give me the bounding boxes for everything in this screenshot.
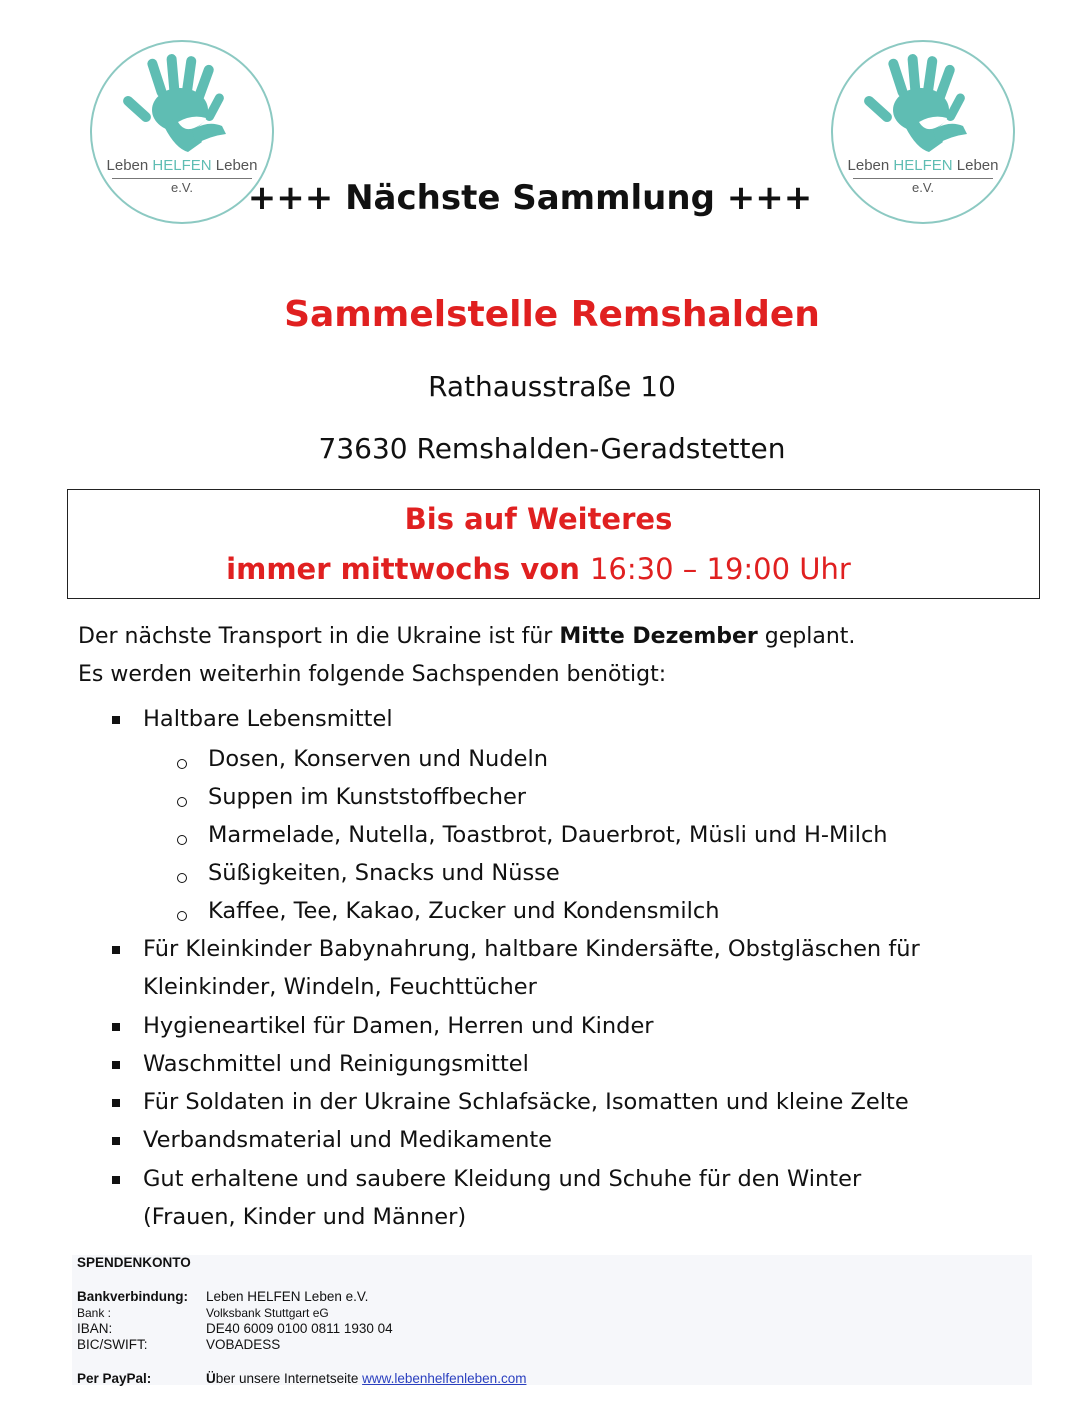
list-item: Hygieneartikel für Damen, Herren und Kinder [143, 1013, 654, 1039]
intro-text [78, 618, 855, 694]
hand-logo-icon [863, 52, 987, 156]
circle-bullet-icon [177, 797, 187, 807]
logo-name: Leben HELFEN Leben [106, 157, 258, 174]
list-item: Für Kleinkinder Babynahrung, haltbare Kindersäfte, Obstgläschen für [143, 936, 920, 962]
bic-label: BIC/SWIFT: [77, 1337, 148, 1352]
list-item: Für Soldaten in der Ukraine Schlafsäcke, Isomatten und kleine Zelte [143, 1089, 909, 1115]
square-bullet-icon [112, 716, 120, 724]
square-bullet-icon [112, 1099, 120, 1107]
headline: +++ Nächste Sammlung +++ [247, 178, 813, 218]
intro-line2: Es werden weiterhin folgende Sachspenden benötigt: [78, 662, 667, 687]
list-item: Süßigkeiten, Snacks und Nüsse [208, 860, 560, 886]
schedule-box [67, 489, 1040, 599]
square-bullet-icon [112, 1137, 120, 1145]
intro-line1: Der nächste Transport in die Ukraine ist für Mitte Dezember geplant. [78, 624, 856, 649]
square-bullet-icon [112, 1176, 120, 1184]
paypal-label: Per PayPal: [77, 1371, 152, 1386]
circle-bullet-icon [177, 835, 187, 845]
list-item-continuation: (Frauen, Kinder und Männer) [143, 1204, 467, 1230]
list-item: Suppen im Kunststoffbecher [208, 784, 527, 810]
list-item-continuation: Kleinkinder, Windeln, Feuchttücher [143, 974, 537, 1000]
schedule-time: 16:30 – 19:00 Uhr [589, 552, 851, 586]
list-item: Gut erhaltene und saubere Kleidung und Schuhe für den Winter [143, 1166, 862, 1192]
website-link[interactable]: www.lebenhelfenleben.com [362, 1371, 527, 1386]
list-item: Waschmittel und Reinigungsmittel [143, 1051, 529, 1077]
list-item: Marmelade, Nutella, Toastbrot, Dauerbrot, Müsli und H-Milch [208, 822, 888, 848]
circle-bullet-icon [177, 911, 187, 921]
square-bullet-icon [112, 1061, 120, 1069]
bic-value: VOBADESS [206, 1337, 281, 1352]
schedule-line2: immer mittwochs von 16:30 – 19:00 Uhr [226, 552, 851, 586]
list-item: Haltbare Lebensmittel [143, 706, 393, 732]
schedule-line1: Bis auf Weiteres [404, 502, 673, 536]
list-item: Verbandsmaterial und Medikamente [143, 1127, 552, 1153]
circle-bullet-icon [177, 759, 187, 769]
list-item: Dosen, Konserven und Nudeln [208, 746, 548, 772]
circle-bullet-icon [177, 873, 187, 883]
square-bullet-icon [112, 1023, 120, 1031]
logo-name: Leben HELFEN Leben [847, 157, 999, 174]
list-item: Kaffee, Tee, Kakao, Zucker und Kondensmilch [208, 898, 720, 924]
iban-value: DE40 6009 0100 0811 1930 04 [206, 1321, 393, 1336]
bank-details [72, 1255, 1032, 1385]
location-title: Sammelstelle Remshalden [284, 294, 820, 335]
logo-suffix: e.V. [912, 180, 934, 195]
hand-logo-icon [122, 52, 246, 156]
location-street: Rathausstraße 10 [428, 370, 676, 403]
paypal-text: Über unsere Internetseite www.lebenhelfenleben.com [206, 1371, 527, 1386]
bank-title: SPENDENKONTO [77, 1255, 191, 1270]
bank-connection-label: Bankverbindung: [77, 1289, 189, 1304]
logo-suffix: e.V. [171, 180, 193, 195]
bank-name-label: Bank : [77, 1306, 112, 1320]
location-city: 73630 Remshalden-Geradstetten [318, 432, 786, 465]
bank-connection-value: Leben HELFEN Leben e.V. [206, 1289, 369, 1304]
iban-label: IBAN: [77, 1321, 113, 1336]
bank-name-value: Volksbank Stuttgart eG [206, 1306, 329, 1320]
square-bullet-icon [112, 946, 120, 954]
